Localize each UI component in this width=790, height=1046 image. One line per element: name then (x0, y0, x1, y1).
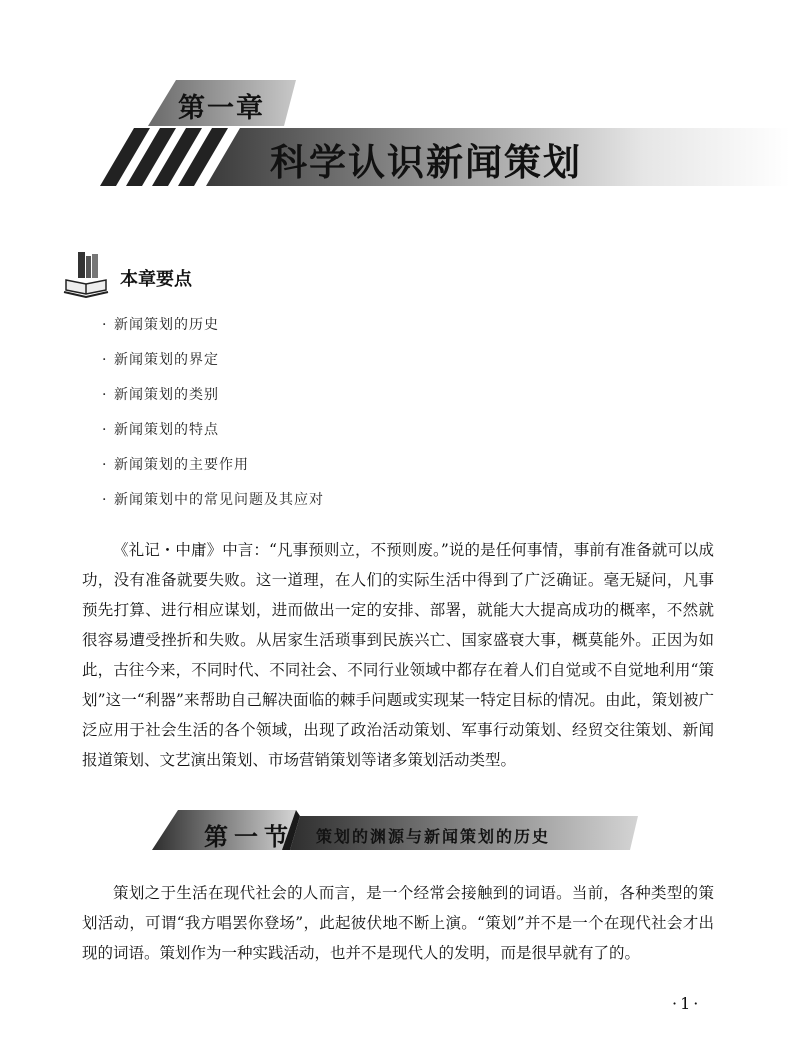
key-point-item: · 新闻策划的历史 (102, 317, 219, 333)
key-point-item: · 新闻策划中的常见问题及其应对 (102, 492, 324, 508)
chapter-title: 科学认识新闻策划 (270, 141, 582, 184)
section-number: 第一节 (204, 823, 294, 851)
key-points-heading: 本章要点 (120, 269, 192, 290)
section-title: 策划的渊源与新闻策划的历史 (316, 827, 551, 846)
key-point-item: · 新闻策划的特点 (102, 422, 219, 438)
section-paragraph: 策划之于生活在现代社会的人而言，是一个经常会接触到的词语。当前，各种类型的策划活动，可谓“我方唱罢你登场”，此起彼伏地不断上演。“策划”并不是一个在现代社会才出现的词语。策划作为一种实践活动，也并不是现代人的发明，而是很早就有了的。 (82, 884, 714, 962)
chapter-number: 第一章 (178, 93, 265, 124)
book-icon (62, 250, 110, 298)
key-point-item: · 新闻策划的界定 (102, 352, 219, 368)
key-point-item: · 新闻策划的主要作用 (102, 457, 249, 473)
intro-paragraph: 《礼记・中庸》中言：“凡事预则立，不预则废。”说的是任何事情，事前有准备就可以成功，没有准备就要失败。这一道理，在人们的实际生活中得到了广泛确证。毫无疑问，凡事预先打算、进行相应谋划，进而做出一定的安排、部署，就能大大提高成功的概率，不然就很容易遭受挫折和失败。从居家生活琐事到民族兴亡、国家盛衰大事，概莫能外。正因为如此，古往今来，不同时代、不同社会、不同行业领域中都存在着人们自觉或不自觉地利用“策划”这一“利器”来帮助自己解决面临的棘手问题或实现某一特定目标的情况。由此，策划被广泛应用于社会生活的各个领域，出现了政治活动策划、军事行动策划、经贸交往策划、新闻报道策划、文艺演出策划、市场营销策划等诸多策划活动类型。 (82, 541, 714, 769)
chapter-banner (0, 0, 790, 230)
key-point-item: · 新闻策划的类别 (102, 387, 219, 403)
page-number: ·1· (672, 994, 702, 1013)
key-points-list (102, 308, 324, 518)
